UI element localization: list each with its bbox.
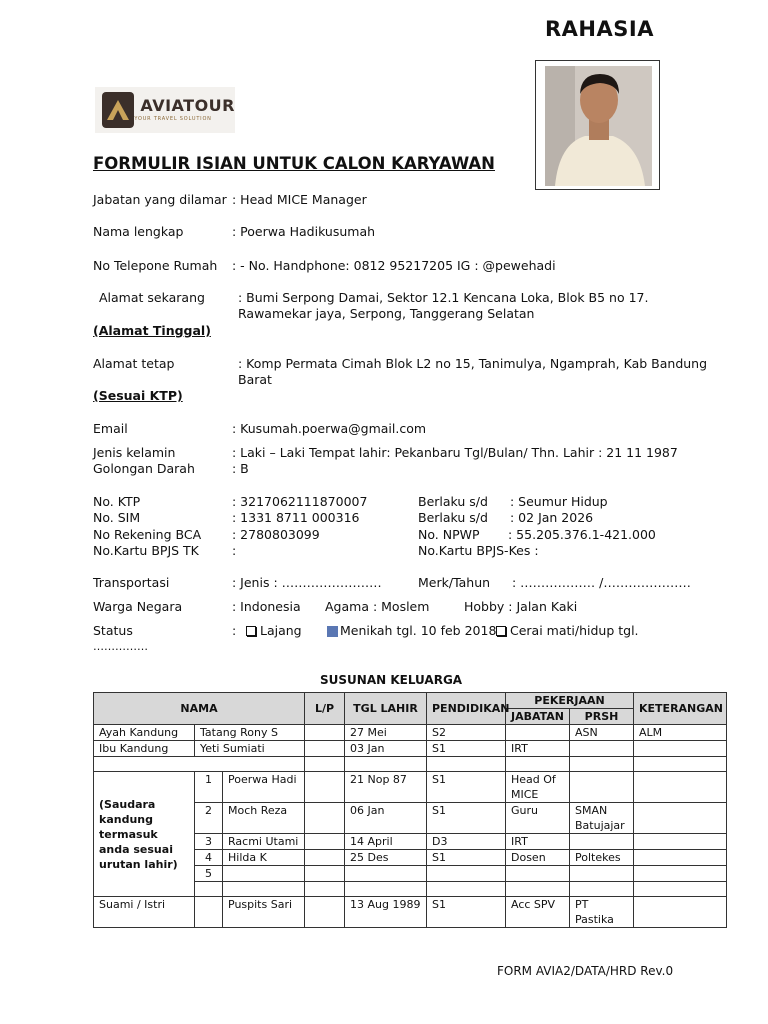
status-divorced-label: Cerai mati/hidup tgl. bbox=[510, 623, 639, 638]
bank-label: No Rekening BCA bbox=[93, 527, 202, 542]
form-code-footer: FORM AVIA2/DATA/HRD Rev.0 bbox=[497, 964, 674, 978]
npwp-label: No. NPWP bbox=[418, 527, 480, 542]
status-married-label: Menikah tgl. 10 feb 2018 bbox=[340, 623, 497, 638]
cell-job bbox=[506, 725, 570, 741]
address-sublabel: (Alamat Tinggal) bbox=[93, 323, 211, 338]
bpjs-kes-label: No.Kartu BPJS-Kes : bbox=[418, 543, 539, 558]
cell-no: 3 bbox=[195, 834, 223, 850]
status-divorced-option[interactable] bbox=[496, 623, 639, 638]
confidential-label: RAHASIA bbox=[545, 17, 654, 41]
perm-address-value-line1: : Komp Permata Cimah Blok L2 no 15, Tanimulya, Ngamprah, Kab Bandung bbox=[238, 356, 708, 371]
header-jabatan: JABATAN bbox=[506, 709, 570, 725]
brand-label: Merk/Tahun bbox=[418, 575, 491, 590]
cell-name: Racmi Utami bbox=[223, 834, 305, 850]
aviatour-logo-icon bbox=[102, 92, 134, 128]
status-label: Status bbox=[93, 623, 133, 638]
cell-note: ALM bbox=[634, 725, 727, 741]
name-label: Nama lengkap bbox=[93, 224, 184, 239]
sim-label: No. SIM bbox=[93, 510, 141, 525]
ktp-value: : 3217062111870007 bbox=[232, 494, 368, 509]
family-table bbox=[93, 692, 727, 928]
cell-company bbox=[570, 866, 634, 882]
brand-value: : ……………… /………………… bbox=[512, 575, 691, 590]
cell-edu: S1 bbox=[427, 850, 506, 866]
cell-company bbox=[570, 834, 634, 850]
cell-no: 2 bbox=[195, 803, 223, 834]
cell-dob: 03 Jan bbox=[345, 741, 427, 757]
perm-address-label: Alamat tetap bbox=[93, 356, 175, 371]
cell-job: Head Of MICE bbox=[506, 772, 570, 803]
cell-dob: 27 Mei bbox=[345, 725, 427, 741]
phone-label: No Telepone Rumah bbox=[93, 258, 218, 273]
header-lp: L/P bbox=[305, 693, 345, 725]
cell-job: Guru bbox=[506, 803, 570, 834]
name-value: : Poerwa Hadikusumah bbox=[232, 224, 376, 239]
status-continuation: …………… bbox=[93, 640, 148, 653]
cell-relation: Suami / Istri bbox=[94, 897, 195, 928]
cell-edu: D3 bbox=[427, 834, 506, 850]
logo-name: AVIATOUR bbox=[140, 96, 235, 115]
cell-dob: 25 Des bbox=[345, 850, 427, 866]
table-row-father bbox=[94, 725, 727, 741]
ktp-label: No. KTP bbox=[93, 494, 141, 509]
sim-valid-value: : 02 Jan 2026 bbox=[510, 510, 594, 525]
cell-note bbox=[634, 741, 727, 757]
cell-no: 5 bbox=[195, 866, 223, 882]
cell-name: Hilda K bbox=[223, 850, 305, 866]
bank-value: : 2780803099 bbox=[232, 527, 320, 542]
gender-label: Jenis kelamin bbox=[93, 445, 176, 460]
cell-name bbox=[223, 866, 305, 882]
email-label: Email bbox=[93, 421, 128, 436]
bpjs-tk-value: : bbox=[232, 543, 237, 558]
cell-lp bbox=[305, 741, 345, 757]
blood-value: : B bbox=[232, 461, 249, 476]
cell-name: Puspits Sari bbox=[223, 897, 305, 928]
status-colon: : bbox=[232, 623, 237, 638]
cell-relation: Ayah Kandung bbox=[94, 725, 195, 741]
sim-valid-label: Berlaku s/d bbox=[418, 510, 488, 525]
gender-value: : Laki – Laki Tempat lahir: Pekanbaru Tgl/Bulan/ Thn. Lahir : 21 11 1987 bbox=[232, 445, 678, 460]
cell-job: Acc SPV bbox=[506, 897, 570, 928]
address-value-line2: Rawamekar jaya, Serpong, Tanggerang Selatan bbox=[238, 306, 535, 321]
cell-dob: 21 Nop 87 bbox=[345, 772, 427, 803]
form-title: FORMULIR ISIAN UNTUK CALON KARYAWAN bbox=[93, 154, 495, 173]
hobby-value: Hobby : Jalan Kaki bbox=[464, 599, 578, 614]
cell-company: Poltekes bbox=[570, 850, 634, 866]
cell-name: Moch Reza bbox=[223, 803, 305, 834]
cell-dob bbox=[345, 866, 427, 882]
status-single-option[interactable] bbox=[246, 623, 302, 638]
sim-value: : 1331 8711 000316 bbox=[232, 510, 360, 525]
npwp-value: : 55.205.376.1-421.000 bbox=[508, 527, 656, 542]
table-row-sibling bbox=[94, 772, 727, 803]
cell-relation: Ibu Kandung bbox=[94, 741, 195, 757]
cell-company: SMAN Batujajar bbox=[570, 803, 634, 834]
cell-name: Yeti Sumiati bbox=[195, 741, 305, 757]
citizen-label: Warga Negara bbox=[93, 599, 183, 614]
ktp-valid-value: : Seumur Hidup bbox=[510, 494, 608, 509]
logo-tagline: YOUR TRAVEL SOLUTION bbox=[134, 116, 212, 122]
cell-job: IRT bbox=[506, 834, 570, 850]
address-label: Alamat sekarang bbox=[99, 290, 205, 305]
checkbox-empty-icon[interactable] bbox=[496, 626, 506, 636]
checkbox-empty-icon[interactable] bbox=[246, 626, 256, 636]
cell-name: Tatang Rony S bbox=[195, 725, 305, 741]
applicant-photo bbox=[545, 66, 652, 186]
cell-no: 1 bbox=[195, 772, 223, 803]
cell-job: Dosen bbox=[506, 850, 570, 866]
cell-edu: S1 bbox=[427, 772, 506, 803]
phone-value: : - No. Handphone: 0812 95217205 IG : @pewehadi bbox=[232, 258, 556, 273]
perm-address-value-line2: Barat bbox=[238, 372, 272, 387]
perm-address-sublabel: (Sesuai KTP) bbox=[93, 388, 183, 403]
header-pendidikan: PENDIDIKAN bbox=[427, 693, 506, 725]
cell-dob: 06 Jan bbox=[345, 803, 427, 834]
company-logo bbox=[95, 87, 235, 133]
table-row-spouse bbox=[94, 897, 727, 928]
ktp-valid-label: Berlaku s/d bbox=[418, 494, 488, 509]
checkbox-checked-icon[interactable] bbox=[327, 626, 338, 637]
status-single-label: Lajang bbox=[260, 623, 302, 638]
cell-company: ASN bbox=[570, 725, 634, 741]
email-value: : Kusumah.poerwa@gmail.com bbox=[232, 421, 427, 436]
header-nama: NAMA bbox=[94, 693, 305, 725]
position-value: : Head MICE Manager bbox=[232, 192, 367, 207]
applicant-photo-frame bbox=[535, 60, 660, 190]
header-prsh: PRSH bbox=[570, 709, 634, 725]
address-value-line1: : Bumi Serpong Damai, Sektor 12.1 Kencana Loka, Blok B5 no 17. bbox=[238, 290, 649, 305]
bpjs-tk-label: No.Kartu BPJS TK bbox=[93, 543, 199, 558]
transport-label: Transportasi bbox=[93, 575, 170, 590]
cell-edu: S1 bbox=[427, 897, 506, 928]
position-label: Jabatan yang dilamar bbox=[93, 192, 227, 207]
blood-label: Golongan Darah bbox=[93, 461, 195, 476]
cell-company: PT Pastika bbox=[570, 897, 634, 928]
cell-edu: S1 bbox=[427, 803, 506, 834]
header-tgl-lahir: TGL LAHIR bbox=[345, 693, 427, 725]
cell-no: 4 bbox=[195, 850, 223, 866]
family-section-title: SUSUNAN KELUARGA bbox=[320, 673, 463, 687]
cell-job bbox=[506, 866, 570, 882]
cell-lp bbox=[305, 725, 345, 741]
cell-dob: 14 April bbox=[345, 834, 427, 850]
header-pekerjaan: PEKERJAAN bbox=[506, 693, 634, 709]
cell-job: IRT bbox=[506, 741, 570, 757]
sibling-group-label: (Saudara kandung termasuk anda sesuai urutan lahir) bbox=[94, 772, 195, 897]
status-married-option[interactable] bbox=[327, 623, 496, 638]
transport-value: : Jenis : …………………… bbox=[232, 575, 382, 590]
cell-edu bbox=[427, 866, 506, 882]
cell-edu: S2 bbox=[427, 725, 506, 741]
header-keterangan: KETERANGAN bbox=[634, 693, 727, 725]
cell-name: Poerwa Hadi bbox=[223, 772, 305, 803]
cell-edu: S1 bbox=[427, 741, 506, 757]
table-row-mother bbox=[94, 741, 727, 757]
cell-company bbox=[570, 772, 634, 803]
religion-value: Agama : Moslem bbox=[325, 599, 430, 614]
table-row-empty bbox=[94, 757, 727, 772]
cell-company bbox=[570, 741, 634, 757]
citizen-value: : Indonesia bbox=[232, 599, 301, 614]
cell-dob: 13 Aug 1989 bbox=[345, 897, 427, 928]
